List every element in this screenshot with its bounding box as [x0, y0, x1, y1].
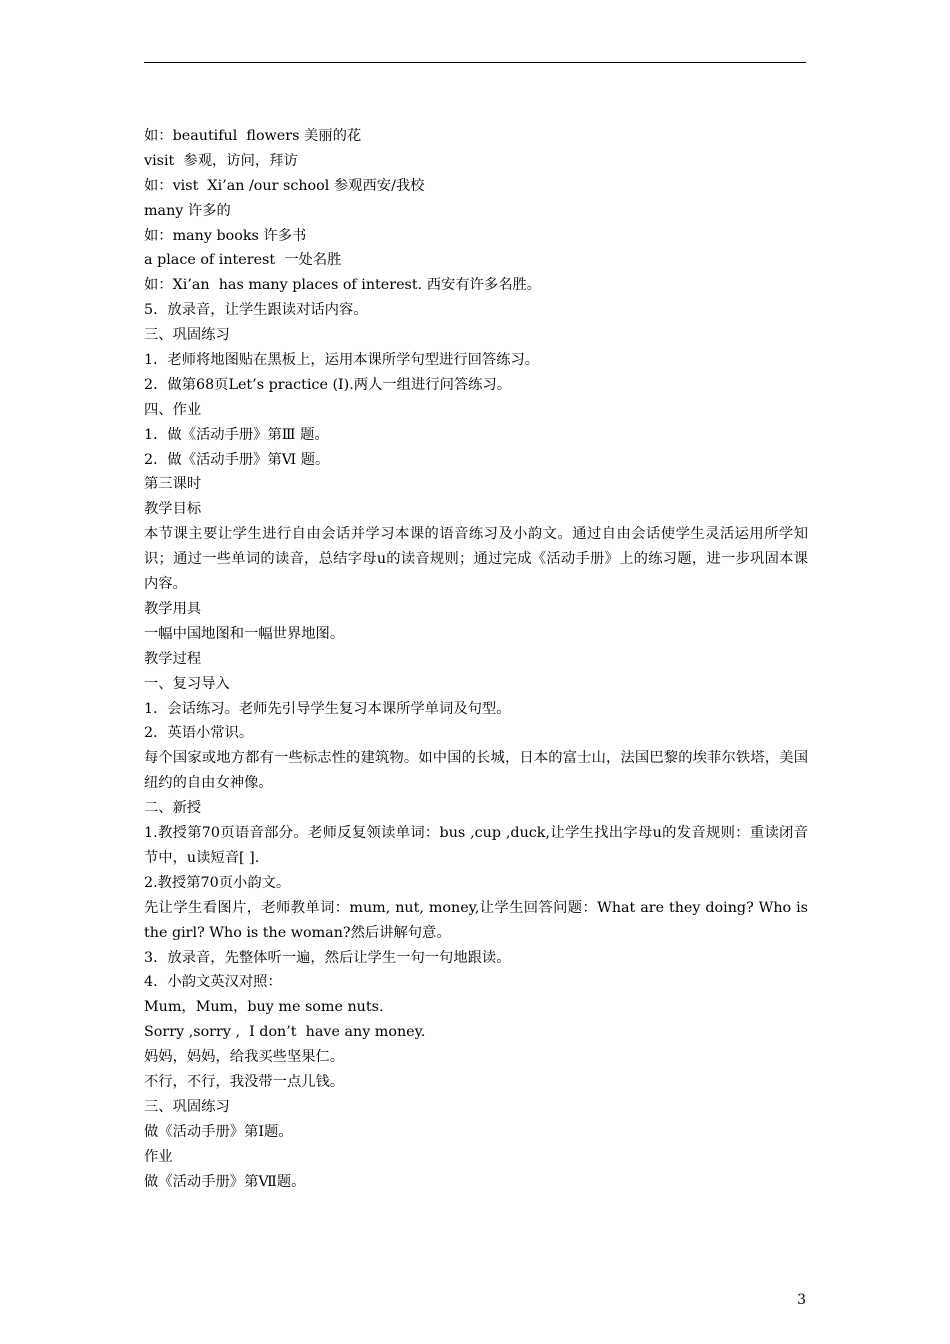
text-line: 2.教授第70页小韵文。 — [144, 874, 291, 891]
rhyme-line: 不行，不行，我没带一点儿钱。 — [144, 1073, 345, 1090]
text-line: 如：Xi’an has many places of interest. 西安有许多名胜。 — [144, 277, 542, 294]
section-heading: 一、复习导入 — [144, 675, 230, 692]
section-heading: 二、新授 — [144, 800, 202, 817]
text-line: 如：many books 许多书 — [144, 227, 307, 244]
page-number: 3 — [797, 1292, 806, 1308]
text-line: 2．英语小常识。 — [144, 725, 254, 742]
text-line: 2．做《活动手册》第Ⅵ 题。 — [144, 451, 330, 468]
rhyme-line: Sorry ,sorry , I don’t have any money. — [144, 1024, 426, 1041]
section-heading: 三、巩固练习 — [144, 327, 230, 344]
text-line: visit 参观，访问，拜访 — [144, 152, 298, 169]
text-line: many 许多的 — [144, 202, 231, 219]
picture-paragraph: 先让学生看图片，老师教单词：mum, nut, money,让学生回答问题：What are they doing? Who is the girl? Who is the woman?然后讲解句意。 — [144, 899, 808, 941]
text-line: 2．做第68页Let’s practice (I).两人一组进行问答练习。 — [144, 376, 512, 393]
section-heading: 作业 — [144, 1148, 173, 1165]
rhyme-line: Mum，Mum，buy me some nuts. — [144, 999, 384, 1016]
landmarks-paragraph: 每个国家或地方都有一些标志性的建筑物。如中国的长城，日本的富士山，法国巴黎的埃菲尔铁塔，美国纽约的自由女神像。 — [144, 750, 808, 792]
section-heading: 教学用具 — [144, 600, 202, 617]
text-line: a place of interest 一处名胜 — [144, 252, 342, 269]
header-rule — [144, 62, 806, 63]
text-line: 做《活动手册》第Ⅰ题。 — [144, 1123, 293, 1140]
text-line: 如：beautiful flowers 美丽的花 — [144, 128, 362, 144]
section-heading: 四、作业 — [144, 401, 202, 418]
phonics-paragraph: 1.教授第70页语音部分。老师反复领读单词：bus ,cup ,duck,让学生找出字母u的发音规则：重读闭音节中，u读短音[ ]. — [144, 825, 808, 866]
lesson-heading: 第三课时 — [144, 476, 202, 493]
rhyme-line: 妈妈，妈妈，给我买些坚果仁。 — [144, 1049, 345, 1066]
text-line: 做《活动手册》第Ⅶ题。 — [144, 1173, 306, 1190]
objective-paragraph: 本节课主要让学生进行自由会话并学习本课的语音练习及小韵文。通过自由会话使学生灵活运用所学知识；通过一些单词的读音，总结字母u的读音规则；通过完成《活动手册》上的练习题，进一步巩固本课内容。 — [144, 526, 808, 593]
text-line: 1．会话练习。老师先引导学生复习本课所学单词及句型。 — [144, 700, 511, 717]
text-line: 3．放录音，先整体听一遍，然后让学生一句一句地跟读。 — [144, 949, 511, 966]
text-line: 1．做《活动手册》第Ⅲ 题。 — [144, 426, 329, 443]
document-body — [144, 124, 808, 1194]
section-heading: 教学过程 — [144, 650, 202, 667]
section-heading: 三、巩固练习 — [144, 1098, 230, 1115]
text-line: 如：vist Xi’an /our school 参观西安/我校 — [144, 177, 425, 194]
text-line: 一幅中国地图和一幅世界地图。 — [144, 625, 345, 642]
text-line: 1．老师将地图贴在黑板上，运用本课所学句型进行回答练习。 — [144, 352, 540, 369]
section-heading: 教学目标 — [144, 501, 202, 518]
text-line: 4．小韵文英汉对照： — [144, 974, 282, 991]
text-line: 5．放录音，让学生跟读对话内容。 — [144, 302, 368, 319]
